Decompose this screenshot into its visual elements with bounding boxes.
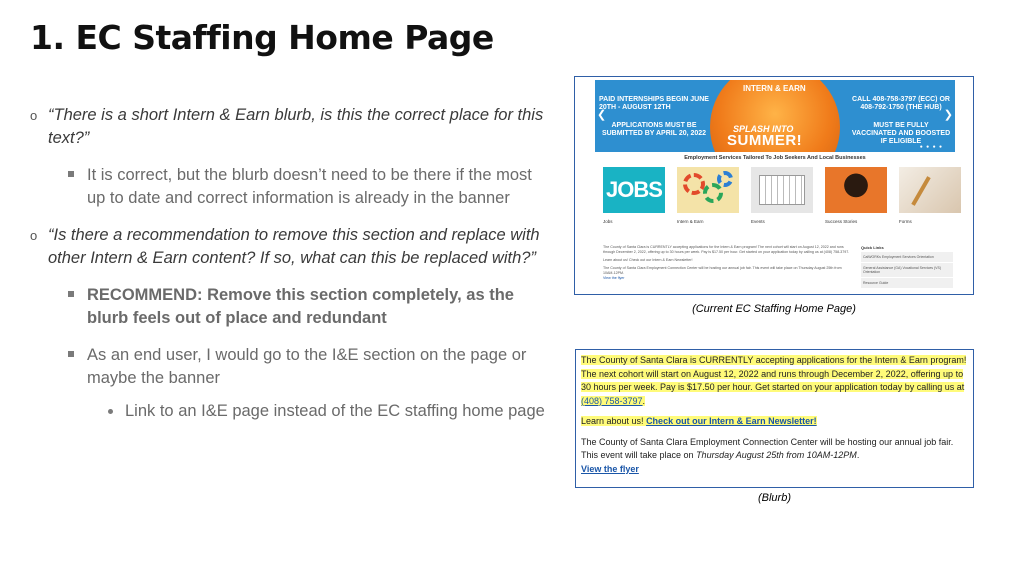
end-user-text: As an end user, I would go to the I&E section on the page or maybe the banner: [87, 346, 527, 387]
tile-label[interactable]: Jobs: [603, 219, 613, 224]
bullet-recommendation: [30, 284, 550, 330]
learn-text: Learn about us!: [581, 416, 647, 426]
period: .: [856, 450, 860, 460]
banner-dates: PAID INTERNSHIPS BEGIN JUNE 20TH - AUGUST 12TH: [599, 96, 709, 111]
job-fair-text: The County of Santa Clara Employment Connection Center will be hosting our annual job fair. This event will take place on: [581, 436, 954, 460]
circle-bullet-icon: o: [30, 108, 38, 123]
question-2-text: “Is there a recommendation to remove this section and replace with other Intern & Earn content? If so, what can this be replaced with?”: [48, 226, 540, 267]
tile-label[interactable]: Intern & Earn: [677, 219, 704, 224]
phone-link[interactable]: (408) 758-3797: [581, 395, 643, 406]
learn-small-text: Learn about us! Check out our Intern & Earn Newsletter!: [603, 258, 693, 262]
tile-label[interactable]: Forms: [899, 219, 912, 224]
job-fair-date: Thursday August 25th from 10AM-12PM: [696, 450, 857, 460]
recommendation-text: RECOMMEND: Remove this section completely, as the blurb feels out of place and redundant: [87, 286, 514, 327]
services-title: Employment Services Tailored To Job Seekers And Local Businesses: [684, 155, 866, 161]
banner-summer: SUMMER!: [727, 132, 803, 149]
newsletter-link[interactable]: Check out our Intern & Earn Newsletter!: [646, 416, 817, 426]
intern-earn-banner[interactable]: [595, 80, 955, 152]
blurb-small-text: The County of Santa Clara is CURRENTLY accepting applications for the Intern & Earn program! The next cohort will start on August 12, 2022 and runs through December 2, 2022, offering up to 30 hours per week. Pay is $17.50 per hour. Get started on your application today by calling us at (408) 758-3797.: [603, 245, 850, 254]
quick-link-item[interactable]: Resource Guide: [861, 278, 953, 289]
banner-splash: SPLASH INTO: [733, 124, 794, 134]
newsletter-paragraph: [581, 415, 968, 429]
carousel-dots[interactable]: ● ● ● ●: [919, 144, 943, 150]
tile-forms[interactable]: [899, 167, 961, 213]
tile-success-stories[interactable]: [825, 167, 887, 213]
job-fair-paragraph: [581, 436, 968, 463]
blurb-text: The County of Santa Clara is CURRENTLY accepting applications for the Intern & Earn program! The next cohort will start on August 12, 2022 and runs through December 2, 2022, offering up to 30 hours per week. Pay is $17.50 per hour. Get started on your application today by calling us at: [581, 355, 967, 392]
bullet-answer-1: [30, 164, 550, 210]
answer-1-text: It is correct, but the blurb doesn’t need to be there if the most up to date and correct information is already in the banner: [87, 166, 532, 207]
dot-bullet-icon: [108, 409, 113, 414]
bullet-question-1: [30, 104, 550, 150]
square-bullet-icon: [68, 351, 74, 357]
tile-jobs[interactable]: JOBS: [603, 167, 665, 213]
square-bullet-icon: [68, 291, 74, 297]
screenshot-1-caption: (Current EC Staffing Home Page): [692, 303, 856, 315]
chevron-right-icon[interactable]: ❯: [943, 109, 953, 121]
service-tiles: [603, 167, 961, 213]
tile-label[interactable]: Success Stories: [825, 219, 858, 224]
slide-title: 1. EC Staffing Home Page: [30, 18, 494, 57]
blurb-screenshot: [575, 349, 974, 488]
bullet-link-suggestion: [30, 400, 550, 423]
bullet-end-user: [30, 344, 550, 390]
banner-vaccination: MUST BE FULLY VACCINATED AND BOOSTED IF ELIGIBLE: [851, 122, 951, 145]
quick-link-item[interactable]: General Assistance (GA) Vocational Services (VS) Orientation: [861, 263, 953, 278]
tile-intern-earn[interactable]: [677, 167, 739, 213]
circle-bullet-icon: o: [30, 228, 38, 243]
banner-logo: INTERN & EARN: [743, 84, 806, 93]
fair-small-text: The County of Santa Clara Employment Connection Center will be hosting our annual job fair. This event will take place on Thursday August 25th from 10AM-12PM.: [603, 266, 842, 275]
blurb-small: [603, 245, 853, 281]
quick-link-item[interactable]: CalWORKs Employment Services Orientation: [861, 252, 953, 263]
service-tile-labels: [603, 219, 961, 224]
screenshot-2-caption: (Blurb): [757, 492, 791, 504]
period: .: [642, 395, 646, 406]
bullet-question-2: [30, 224, 550, 270]
blurb-paragraph: [581, 354, 968, 408]
square-bullet-icon: [68, 171, 74, 177]
current-home-page-screenshot: [574, 76, 974, 295]
bullet-list: [30, 104, 550, 423]
quick-links: [861, 245, 953, 289]
chevron-left-icon[interactable]: ❮: [597, 109, 607, 121]
tile-label[interactable]: Events: [751, 219, 765, 224]
banner-phone: CALL 408-758-3797 (ECC) OR 408-792-1750 (THE HUB): [852, 96, 950, 111]
link-suggestion-text: Link to an I&E page instead of the EC staffing home page: [125, 402, 545, 420]
flyer-link[interactable]: View the flyer: [581, 463, 639, 474]
banner-deadline: APPLICATIONS MUST BE SUBMITTED BY APRIL 20, 2022: [601, 122, 707, 137]
question-1-text: “There is a short Intern & Earn blurb, is this the correct place for this text?”: [48, 106, 544, 147]
quick-links-heading: Quick Links: [861, 245, 884, 250]
tile-events[interactable]: [751, 167, 813, 213]
flyer-small-link[interactable]: View the flyer: [603, 276, 625, 280]
